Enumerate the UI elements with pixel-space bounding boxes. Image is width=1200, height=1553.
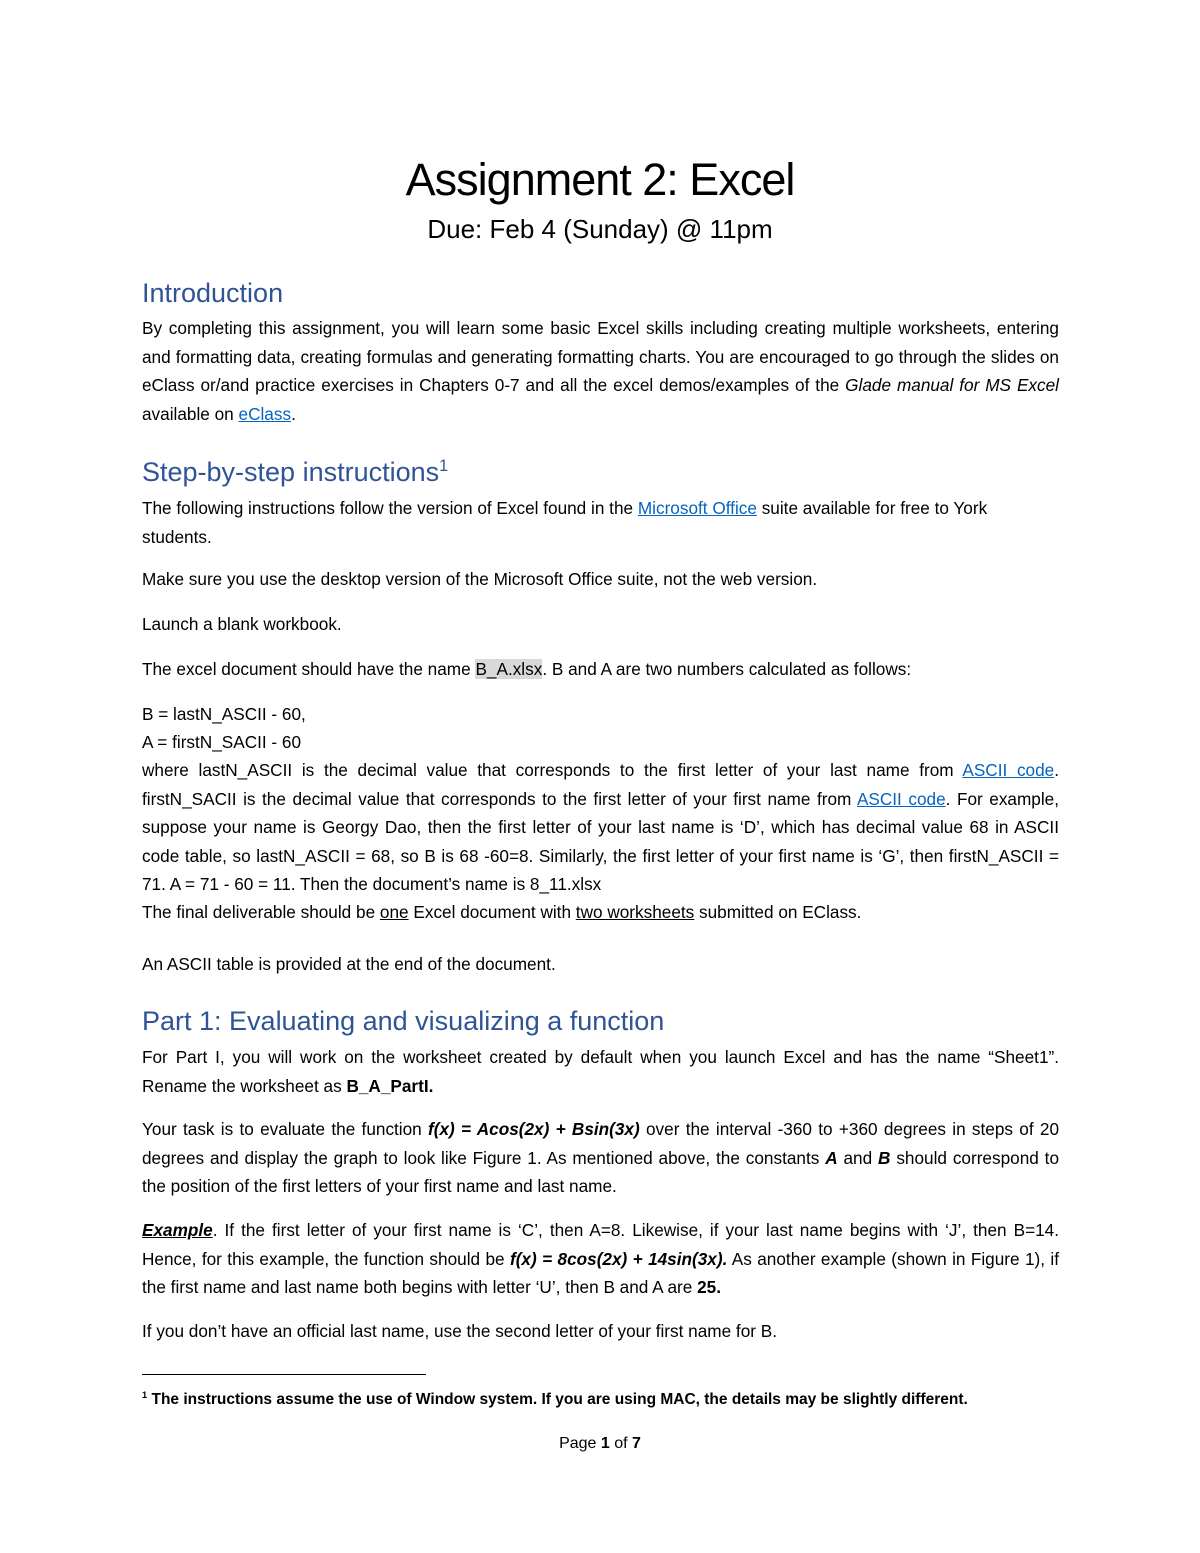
deliverable-paragraph: The final deliverable should be one Excel document with two worksheets submitted on EClass. bbox=[142, 902, 862, 922]
ascii-table-note: An ASCII table is provided at the end of the document. bbox=[142, 954, 556, 974]
formula-b: B = lastN_ASCII - 60, bbox=[142, 704, 306, 724]
steps-paragraph-launch: Launch a blank workbook. bbox=[142, 614, 342, 634]
filename-highlight: B_A.xlsx bbox=[475, 659, 543, 679]
microsoft-office-link[interactable]: Microsoft Office bbox=[637, 498, 757, 518]
intro-paragraph: By completing this assignment, you will learn some basic Excel skills including creating multiple worksheets, entering and formatting data, creating formulas and generating formatting charts. You are encouraged to go through the slides on eClass or/and practice exercises in Chapters 0-7 and all the excel demos/examples of the Glade manual for MS Excel available on eClass. bbox=[142, 318, 1059, 424]
steps-paragraph-office: The following instructions follow the version of Excel found in the Microsoft Office suite available for free to York students. bbox=[142, 498, 988, 547]
footnote-reference[interactable]: 1 bbox=[439, 457, 449, 475]
heading-part-1: Part 1: Evaluating and visualizing a function bbox=[142, 1006, 665, 1036]
footnote-separator bbox=[142, 1374, 426, 1375]
ascii-explanation: where lastN_ASCII is the decimal value that corresponds to the first letter of your last name from ASCII code. firstN_SACII is the decimal value that corresponds to the first letter of your first name from ASCII code. For example, suppose your name is Georgy Dao, then the first letter of your last name is ‘D’, which has decimal value 68 in ASCII code table, so lastN_ASCII = 68, so B is 68 -60=8. Similarly, the first letter of your first name is ‘G’, then firstN_ASCII = 71. A = 71 - 60 = 11. Then the document’s name is 8_11.xlsx bbox=[142, 760, 1060, 895]
footnote: $^1$ The instructions assume the use of Window system. If you are using MAC, the details may be slightly different. bbox=[142, 1389, 968, 1408]
eclass-link[interactable]: eClass bbox=[238, 403, 292, 424]
heading-step-by-step: Step-by-step instructions$^1$ bbox=[142, 457, 449, 487]
part1-paragraph-sheet: For Part I, you will work on the worksheet created by default when you launch Excel and has the name “Sheet1”. Rename the worksheet as B_A_PartI. bbox=[142, 1047, 1059, 1096]
ascii-code-link-1[interactable]: ASCII code bbox=[962, 760, 1055, 780]
formula-a: A = firstN_SACII - 60 bbox=[142, 732, 302, 752]
document-title: Assignment 2: Excel bbox=[405, 154, 795, 205]
part1-paragraph-function: Your task is to evaluate the function f(x) = Acos(2x) + Bsin(3x) over the interval -360 to +360 degrees in steps of 20 degrees and display the graph to look like Figure 1. As mentioned above, the constants A and B should correspond to the position of the first letters of your first name and last name. bbox=[142, 1119, 1060, 1197]
steps-paragraph-desktop: Make sure you use the desktop version of the Microsoft Office suite, not the web version. bbox=[142, 569, 818, 589]
page-number: Page 1 of 7 bbox=[559, 1435, 641, 1452]
example-label: Example bbox=[142, 1220, 213, 1240]
due-date: Due: Feb 4 (Sunday) @ 11pm bbox=[427, 214, 773, 244]
part1-paragraph-no-last-name: If you don’t have an official last name, use the second letter of your first name for B. bbox=[142, 1321, 778, 1341]
heading-introduction: Introduction bbox=[142, 278, 284, 308]
ascii-code-link-2[interactable]: ASCII code bbox=[856, 788, 946, 809]
steps-paragraph-filename: The excel document should have the name B_A.xlsx. B and A are two numbers calculated as follows: bbox=[142, 659, 912, 679]
part1-paragraph-example: Example. If the first letter of your first name is ‘C’, then A=8. Likewise, if your last name begins with ‘J’, then B=14. Hence, for this example, the function should be f(x) = 8cos(2x) + 14sin(3x). As another example (shown in Figure 1), if the first name and last name both begins with letter ‘U’, then B and A are 25. bbox=[142, 1220, 1059, 1298]
